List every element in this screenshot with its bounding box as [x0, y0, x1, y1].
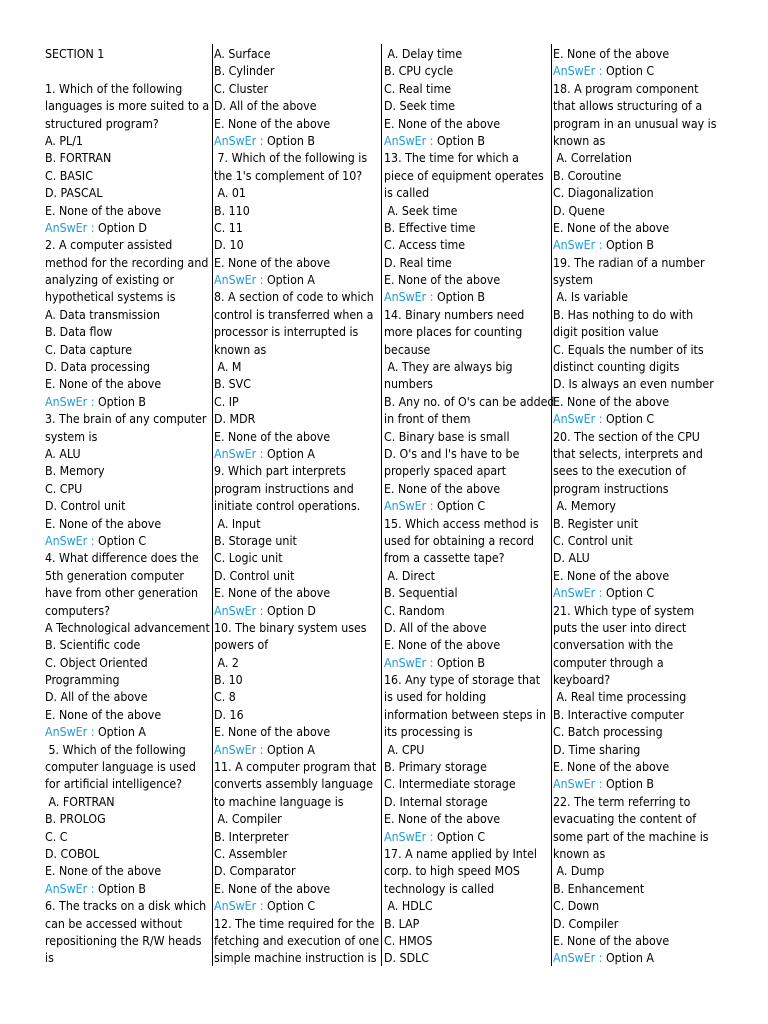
- text-line: A. Correlation: [553, 151, 632, 166]
- text-line: 7. Which of the following is: [214, 151, 368, 166]
- text-line: known as: [553, 846, 606, 861]
- text-line: numbers: [384, 377, 433, 392]
- text-line: corp. to high speed MOS: [384, 864, 520, 879]
- answer-label: AnSwEr :: [553, 951, 603, 966]
- text-line: E. None of the above: [214, 255, 331, 270]
- text-line: that allows structuring of a: [553, 99, 703, 114]
- text-line: E. None of the above: [553, 220, 670, 235]
- answer-line: [384, 133, 554, 150]
- text-line: A. CPU: [384, 742, 425, 757]
- text-line: D. COBOL: [45, 846, 100, 861]
- text-column-4: [553, 46, 717, 968]
- text-line: more places for counting: [384, 325, 523, 340]
- text-line: 9. Which part interprets: [214, 464, 346, 479]
- answer-value: Option B: [433, 290, 485, 305]
- text-line: C. Binary base is small: [384, 429, 510, 444]
- text-line: program instructions: [553, 481, 669, 496]
- text-line: B. PROLOG: [45, 812, 106, 827]
- text-line: 19. The radian of a number: [553, 255, 705, 270]
- answer-line: [384, 829, 554, 846]
- text-line: B. Interactive computer: [553, 707, 685, 722]
- answer-line: [45, 533, 210, 550]
- answer-value: Option B: [602, 777, 654, 792]
- text-line: fetching and execution of one: [214, 933, 380, 948]
- answer-label: AnSwEr :: [214, 446, 264, 461]
- text-line: D. Quene: [553, 203, 605, 218]
- text-line: C. Intermediate storage: [384, 777, 516, 792]
- answer-value: Option B: [94, 394, 146, 409]
- text-column-1: [45, 46, 210, 968]
- text-line: 5. Which of the following: [45, 742, 186, 757]
- answer-line: [553, 63, 717, 80]
- text-line: used for obtaining a record: [384, 533, 535, 548]
- answer-label: AnSwEr :: [384, 499, 434, 514]
- text-line: C. Cluster: [214, 81, 269, 96]
- text-line: D. ALU: [553, 551, 590, 566]
- text-line: because: [384, 342, 431, 357]
- text-line: converts assembly language: [214, 777, 373, 792]
- text-line: powers of: [214, 638, 269, 653]
- answer-value: Option C: [602, 64, 655, 79]
- text-line: C. C: [45, 829, 68, 844]
- text-line: control is transferred when a: [214, 307, 374, 322]
- text-column-2: [214, 46, 379, 968]
- text-line: C. Object Oriented: [45, 655, 148, 670]
- answer-value: Option B: [263, 133, 315, 148]
- text-line: SECTION 1: [45, 47, 105, 61]
- text-line: B. SVC: [214, 377, 251, 392]
- text-line: processor is interrupted is: [214, 325, 359, 340]
- text-line: B. Sequential: [384, 586, 458, 601]
- text-line: B. Any no. of O's can be added: [384, 394, 555, 409]
- answer-label: AnSwEr :: [45, 533, 95, 548]
- text-line: languages is more suited to a: [45, 99, 210, 114]
- text-line: E. None of the above: [384, 638, 501, 653]
- answer-label: AnSwEr :: [45, 394, 95, 409]
- text-line: 18. A program component: [553, 81, 699, 96]
- text-line: Programming: [45, 673, 120, 688]
- answer-line: [384, 498, 554, 515]
- answer-label: AnSwEr :: [553, 64, 603, 79]
- text-line: sees to the execution of: [553, 464, 686, 479]
- text-line: C. Access time: [384, 238, 466, 253]
- text-line: distinct counting digits: [553, 360, 680, 375]
- answer-value: Option A: [263, 742, 315, 757]
- answer-value: Option B: [433, 655, 485, 670]
- answer-label: AnSwEr :: [553, 238, 603, 253]
- text-line: program instructions and: [214, 481, 354, 496]
- answer-label: AnSwEr :: [45, 220, 95, 235]
- text-line: B. Has nothing to do with: [553, 307, 694, 322]
- text-line: C. 8: [214, 690, 236, 705]
- text-line: D. All of the above: [384, 620, 487, 635]
- text-line: D. Data processing: [45, 360, 151, 375]
- text-line: 17. A name applied by Intel: [384, 846, 537, 861]
- text-line: have from other generation: [45, 586, 199, 601]
- answer-line: [214, 742, 379, 759]
- text-line: D. O's and l's have to be: [384, 446, 520, 461]
- text-line: D. 16: [214, 707, 244, 722]
- answer-line: [553, 950, 717, 967]
- text-line: E. None of the above: [214, 429, 331, 444]
- text-line: C. Diagonalization: [553, 186, 654, 201]
- answer-value: Option C: [433, 829, 486, 844]
- text-line: A. FORTRAN: [45, 794, 115, 809]
- text-line: E. None of the above: [45, 707, 162, 722]
- text-line: B. CPU cycle: [384, 64, 454, 79]
- text-line: system: [553, 273, 593, 288]
- text-line: A. ALU: [45, 446, 81, 461]
- text-line: D. 10: [214, 238, 244, 253]
- text-line: E. None of the above: [214, 586, 331, 601]
- text-line: conversation with the: [553, 638, 674, 653]
- text-line: D. Comparator: [214, 864, 296, 879]
- text-line: D. Internal storage: [384, 794, 488, 809]
- text-line: B. FORTRAN: [45, 151, 112, 166]
- text-line: B. Interpreter: [214, 829, 289, 844]
- text-line: B. Storage unit: [214, 533, 297, 548]
- text-line: E. None of the above: [553, 933, 670, 948]
- text-line: A. Direct: [384, 568, 435, 583]
- text-line: D. All of the above: [45, 690, 148, 705]
- answer-line: [384, 289, 554, 306]
- text-line: D. MDR: [214, 412, 256, 427]
- text-line: from a cassette tape?: [384, 551, 505, 566]
- answer-line: [45, 881, 210, 898]
- text-line: E. None of the above: [553, 47, 670, 61]
- text-line: B. Effective time: [384, 220, 476, 235]
- answer-label: AnSwEr :: [384, 290, 434, 305]
- text-line: A. 2: [214, 655, 239, 670]
- text-line: that selects, interprets and: [553, 446, 703, 461]
- text-line: C. Control unit: [553, 533, 633, 548]
- answer-line: [553, 585, 717, 602]
- text-line: is used for holding: [384, 690, 487, 705]
- answer-line: [384, 655, 554, 672]
- text-line: B. Scientific code: [45, 638, 141, 653]
- text-line: system is: [45, 429, 98, 444]
- answer-label: AnSwEr :: [214, 742, 264, 757]
- text-line: method for the recording and: [45, 255, 209, 270]
- answer-value: Option A: [602, 951, 654, 966]
- answer-value: Option C: [602, 586, 655, 601]
- text-line: E. None of the above: [384, 116, 501, 131]
- text-line: 12. The time required for the: [214, 916, 375, 931]
- text-line: is called: [384, 186, 430, 201]
- answer-value: Option A: [263, 273, 315, 288]
- text-line: D. Control unit: [45, 499, 126, 514]
- answer-label: AnSwEr :: [45, 881, 95, 896]
- text-line: puts the user into direct: [553, 620, 687, 635]
- text-line: E. None of the above: [45, 203, 162, 218]
- answer-value: Option D: [94, 220, 147, 235]
- text-line: B. Enhancement: [553, 881, 645, 896]
- text-line: computers?: [45, 603, 110, 618]
- answer-line: [45, 220, 210, 237]
- text-line: initiate control operations.: [214, 499, 361, 514]
- text-line: 10. The binary system uses: [214, 620, 367, 635]
- answer-line: [214, 272, 379, 289]
- answer-value: Option A: [263, 446, 315, 461]
- text-line: 21. Which type of system: [553, 603, 695, 618]
- text-line: B. LAP: [384, 916, 420, 931]
- answer-line: [553, 776, 717, 793]
- text-line: C. Random: [384, 603, 445, 618]
- answer-line: [553, 411, 717, 428]
- text-line: C. 11: [214, 220, 243, 235]
- answer-line: [214, 446, 379, 463]
- text-line: D. Control unit: [214, 568, 295, 583]
- text-line: repositioning the R/W heads: [45, 933, 202, 948]
- text-line: 16. Any type of storage that: [384, 673, 541, 688]
- text-line: C. Data capture: [45, 342, 132, 357]
- text-line: A. M: [214, 360, 242, 375]
- text-line: A Technological advancement: [45, 620, 210, 635]
- text-line: 8. A section of code to which: [214, 290, 374, 305]
- answer-line: [553, 237, 717, 254]
- text-line: C. Real time: [384, 81, 452, 96]
- text-line: E. None of the above: [214, 881, 331, 896]
- text-line: can be accessed without: [45, 916, 182, 931]
- text-line: C. HMOS: [384, 933, 433, 948]
- text-line: A. Is variable: [553, 290, 629, 305]
- answer-line: [45, 724, 210, 741]
- text-line: A. PL/1: [45, 133, 83, 148]
- text-line: C. Logic unit: [214, 551, 283, 566]
- answer-line: [214, 133, 379, 150]
- text-line: A. Memory: [553, 499, 616, 514]
- text-line: program in an unusual way is: [553, 116, 717, 131]
- text-line: A. Real time processing: [553, 690, 687, 705]
- answer-value: Option B: [94, 881, 146, 896]
- text-line: piece of equipment operates: [384, 168, 544, 183]
- text-line: B. Memory: [45, 464, 105, 479]
- answer-label: AnSwEr :: [553, 586, 603, 601]
- text-line: digit position value: [553, 325, 659, 340]
- text-line: properly spaced apart: [384, 464, 507, 479]
- answer-value: Option D: [263, 603, 316, 618]
- text-line: 4. What difference does the: [45, 551, 199, 566]
- answer-label: AnSwEr :: [214, 133, 264, 148]
- text-line: keyboard?: [553, 673, 611, 688]
- text-line: A. They are always big: [384, 360, 513, 375]
- text-line: hypothetical systems is: [45, 290, 176, 305]
- text-line: C. IP: [214, 394, 239, 409]
- text-line: E. None of the above: [214, 725, 331, 740]
- text-line: A. Dump: [553, 864, 605, 879]
- answer-line: [45, 394, 210, 411]
- text-line: C. Batch processing: [553, 725, 663, 740]
- text-line: computer language is used: [45, 760, 196, 775]
- text-line: A. 01: [214, 186, 246, 201]
- text-line: E. None of the above: [553, 568, 670, 583]
- answer-label: AnSwEr :: [553, 777, 603, 792]
- text-line: E. None of the above: [553, 394, 670, 409]
- answer-value: Option C: [602, 412, 655, 427]
- text-line: B. Coroutine: [553, 168, 622, 183]
- text-line: B. 110: [214, 203, 250, 218]
- text-line: C. Down: [553, 899, 600, 914]
- text-line: 20. The section of the CPU: [553, 429, 700, 444]
- text-line: B. 10: [214, 673, 243, 688]
- answer-label: AnSwEr :: [214, 603, 264, 618]
- text-line: in front of them: [384, 412, 471, 427]
- text-line: A. Surface: [214, 47, 271, 61]
- text-line: known as: [214, 342, 267, 357]
- text-line: D. SDLC: [384, 951, 429, 966]
- text-line: E. None of the above: [45, 864, 162, 879]
- text-line: 14. Binary numbers need: [384, 307, 525, 322]
- answer-value: Option C: [433, 499, 486, 514]
- text-line: technology is called: [384, 881, 495, 896]
- answer-label: AnSwEr :: [553, 412, 603, 427]
- answer-line: [214, 603, 379, 620]
- text-line: E. None of the above: [384, 273, 501, 288]
- text-line: D. All of the above: [214, 99, 317, 114]
- text-line: its processing is: [384, 725, 473, 740]
- text-line: 2. A computer assisted: [45, 238, 173, 253]
- text-line: evacuating the content of: [553, 812, 697, 827]
- text-line: D. PASCAL: [45, 186, 103, 201]
- text-line: B. Data flow: [45, 325, 113, 340]
- answer-label: AnSwEr :: [384, 655, 434, 670]
- answer-value: Option B: [433, 133, 485, 148]
- column-divider-2: [381, 44, 382, 966]
- text-line: B. Register unit: [553, 516, 639, 531]
- answer-label: AnSwEr :: [45, 725, 95, 740]
- text-line: [45, 63, 210, 80]
- text-line: A. Input: [214, 516, 261, 531]
- text-line: B. Primary storage: [384, 760, 487, 775]
- text-line: E. None of the above: [553, 760, 670, 775]
- text-line: B. Cylinder: [214, 64, 275, 79]
- text-line: some part of the machine is: [553, 829, 709, 844]
- answer-label: AnSwEr :: [214, 899, 264, 914]
- text-line: C. Equals the number of its: [553, 342, 704, 357]
- text-line: 3. The brain of any computer: [45, 412, 207, 427]
- text-line: computer through a: [553, 655, 664, 670]
- text-line: D. Real time: [384, 255, 452, 270]
- text-line: A. HDLC: [384, 899, 433, 914]
- answer-label: AnSwEr :: [384, 133, 434, 148]
- text-line: E. None of the above: [214, 116, 331, 131]
- text-line: 1. Which of the following: [45, 81, 183, 96]
- text-line: 11. A computer program that: [214, 760, 377, 775]
- text-line: D. Time sharing: [553, 742, 641, 757]
- answer-value: Option B: [602, 238, 654, 253]
- text-line: E. None of the above: [45, 377, 162, 392]
- text-line: A. Data transmission: [45, 307, 160, 322]
- text-line: the 1's complement of 10?: [214, 168, 363, 183]
- text-line: known as: [553, 133, 606, 148]
- text-line: to machine language is: [214, 794, 344, 809]
- text-line: 6. The tracks on a disk which: [45, 899, 207, 914]
- text-column-3: [384, 46, 554, 968]
- text-line: C. Assembler: [214, 846, 287, 861]
- text-line: 13. The time for which a: [384, 151, 519, 166]
- text-line: information between steps in: [384, 707, 546, 722]
- text-line: 5th generation computer: [45, 568, 184, 583]
- text-line: D. Seek time: [384, 99, 456, 114]
- answer-line: [214, 898, 379, 915]
- text-line: A. Seek time: [384, 203, 458, 218]
- answer-value: Option A: [94, 725, 146, 740]
- text-line: E. None of the above: [384, 481, 501, 496]
- text-line: D. Compiler: [553, 916, 619, 931]
- text-line: is: [45, 951, 54, 966]
- text-line: C. CPU: [45, 481, 83, 496]
- text-line: E. None of the above: [384, 812, 501, 827]
- text-line: 15. Which access method is: [384, 516, 539, 531]
- text-line: 22. The term referring to: [553, 794, 691, 809]
- answer-label: AnSwEr :: [214, 273, 264, 288]
- text-line: structured program?: [45, 116, 159, 131]
- text-line: C. BASIC: [45, 168, 93, 183]
- text-line: for artificial intelligence?: [45, 777, 183, 792]
- text-line: analyzing of existing or: [45, 273, 175, 288]
- text-line: E. None of the above: [45, 516, 162, 531]
- text-line: A. Delay time: [384, 47, 463, 61]
- text-line: A. Compiler: [214, 812, 282, 827]
- text-line: D. Is always an even number: [553, 377, 714, 392]
- answer-label: AnSwEr :: [384, 829, 434, 844]
- answer-value: Option C: [94, 533, 147, 548]
- column-divider-1: [212, 44, 213, 966]
- answer-value: Option C: [263, 899, 316, 914]
- text-line: simple machine instruction is: [214, 951, 377, 966]
